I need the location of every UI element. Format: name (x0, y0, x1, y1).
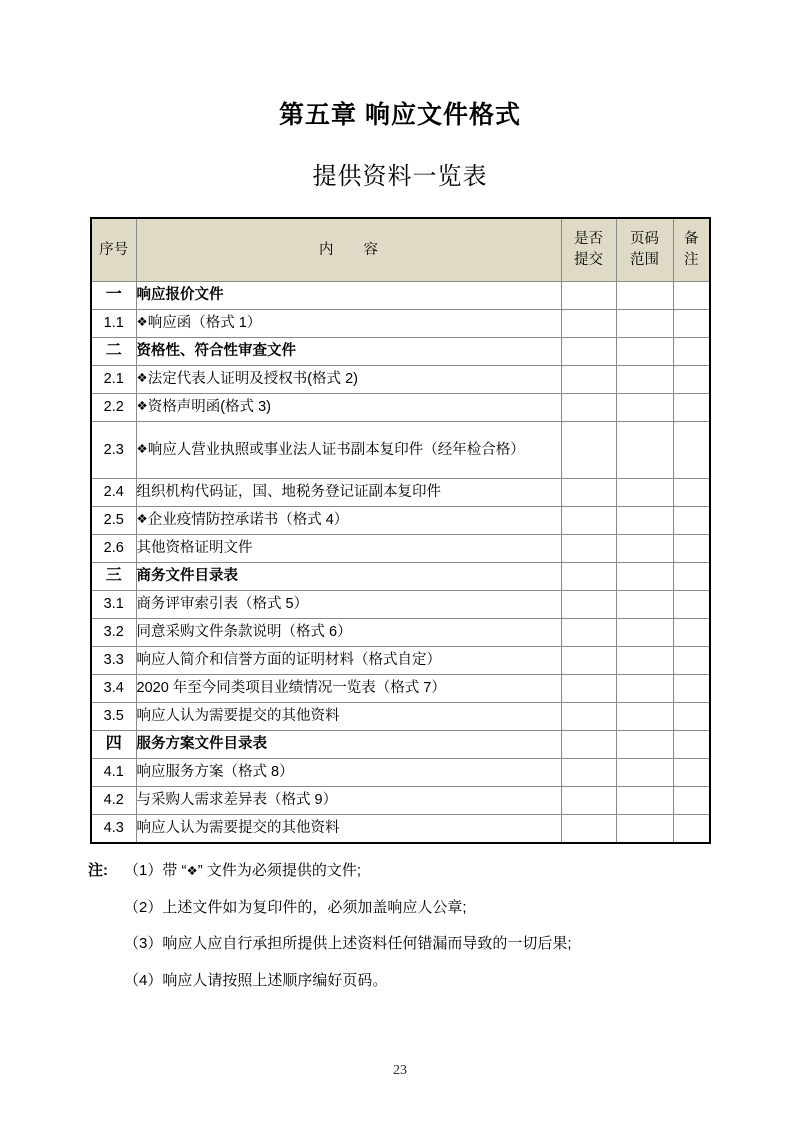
remark-cell[interactable] (673, 787, 710, 815)
note-text (124, 970, 728, 993)
page-range-cell[interactable] (616, 479, 673, 507)
table-row (91, 282, 710, 310)
required-marker-icon: ❖ (136, 314, 148, 330)
row-content-text: 与采购人需求差异表（格式 9） (136, 792, 338, 809)
note-text (124, 860, 728, 883)
row-content (136, 422, 561, 479)
submitted-cell[interactable] (561, 535, 616, 563)
row-number: 3.5 (91, 703, 136, 731)
page-range-cell[interactable] (616, 619, 673, 647)
table-row (91, 479, 710, 507)
row-content (136, 310, 561, 338)
row-number: 2.3 (91, 422, 136, 479)
column-header-no: 序号 (91, 218, 136, 282)
required-marker-icon: ❖ (136, 370, 148, 386)
row-section-label (136, 563, 561, 591)
table-row (91, 310, 710, 338)
row-content-text: 组织机构代码证，国、地税务登记证副本复印件 (136, 484, 441, 501)
table-row (91, 422, 710, 479)
row-content-text: 2020 年至今同类项目业绩情况一览表（格式 7） (136, 680, 446, 697)
row-content (136, 591, 561, 619)
remark-cell[interactable] (673, 591, 710, 619)
required-marker-icon: ❖ (136, 398, 148, 414)
table-header (91, 218, 710, 282)
row-content (136, 815, 561, 843)
remark-cell[interactable] (673, 310, 710, 338)
row-number: 4.3 (91, 815, 136, 843)
row-content-text: 服务方案文件目录表 (136, 736, 267, 753)
page-range-cell[interactable] (616, 310, 673, 338)
remark-cell[interactable] (673, 703, 710, 731)
page-range-cell[interactable] (616, 338, 673, 366)
note-item (88, 970, 728, 993)
row-content-text: 同意采购文件条款说明（格式 6） (136, 624, 352, 641)
table-row (91, 731, 710, 759)
row-content (136, 479, 561, 507)
submitted-cell[interactable] (561, 479, 616, 507)
remark-cell[interactable] (673, 422, 710, 479)
row-content-text: 响应人营业执照或事业法人证书副本复印件（经年检合格） (147, 441, 525, 458)
page-number: 23 (393, 1063, 407, 1078)
row-number: 3.1 (91, 591, 136, 619)
row-number: 3.3 (91, 647, 136, 675)
row-content-text: 法定代表人证明及授权书(格式 2) (147, 371, 358, 388)
table-row (91, 507, 710, 535)
submitted-cell[interactable] (561, 787, 616, 815)
column-header-content-right: 容 (363, 241, 378, 258)
page-range-cell[interactable] (616, 675, 673, 703)
page-range-cell[interactable] (616, 731, 673, 759)
submitted-cell[interactable] (561, 815, 616, 843)
submitted-cell[interactable] (561, 675, 616, 703)
remark-cell[interactable] (673, 815, 710, 843)
remark-cell[interactable] (673, 619, 710, 647)
column-header-page-range: 页码 范围 (616, 218, 673, 282)
note-text-suffix: ” 文件为必须提供的文件; (197, 862, 362, 879)
notes-block (88, 860, 728, 1006)
remark-cell[interactable] (673, 338, 710, 366)
submitted-cell[interactable] (561, 338, 616, 366)
table-row (91, 815, 710, 843)
table-row (91, 703, 710, 731)
row-content (136, 394, 561, 422)
table-row (91, 675, 710, 703)
row-content (136, 703, 561, 731)
remark-cell[interactable] (673, 731, 710, 759)
row-content-text: 响应函（格式 1） (147, 315, 262, 332)
row-number: 1.1 (91, 310, 136, 338)
page-range-cell[interactable] (616, 647, 673, 675)
row-number: 一 (91, 282, 136, 310)
table-row (91, 591, 710, 619)
note-text-prefix: （3）响应人应自行承担所提供上述资料任何错漏而导致的一切后果; (124, 935, 572, 952)
submitted-cell[interactable] (561, 759, 616, 787)
row-content (136, 535, 561, 563)
row-section-label (136, 282, 561, 310)
remark-cell[interactable] (673, 479, 710, 507)
page-range-cell[interactable] (616, 759, 673, 787)
row-number: 四 (91, 731, 136, 759)
table-row (91, 563, 710, 591)
column-header-content (136, 218, 561, 282)
note-text-prefix: （1）带 “ (124, 862, 187, 879)
remark-cell[interactable] (673, 759, 710, 787)
row-section-label (136, 338, 561, 366)
page-range-cell[interactable] (616, 422, 673, 479)
required-marker-icon: ❖ (136, 511, 148, 527)
row-content (136, 675, 561, 703)
row-number: 三 (91, 563, 136, 591)
row-number: 2.2 (91, 394, 136, 422)
row-content (136, 787, 561, 815)
row-content-text: 响应报价文件 (136, 287, 224, 304)
row-number: 4.2 (91, 787, 136, 815)
remark-cell[interactable] (673, 366, 710, 394)
note-text (124, 933, 728, 956)
remark-cell[interactable] (673, 675, 710, 703)
row-number: 2.1 (91, 366, 136, 394)
row-number: 3.4 (91, 675, 136, 703)
page-title: 第五章 响应文件格式 (279, 101, 521, 129)
table-row (91, 338, 710, 366)
remark-cell[interactable] (673, 647, 710, 675)
required-marker-icon: ❖ (136, 440, 148, 456)
table-row (91, 759, 710, 787)
page-range-cell[interactable] (616, 591, 673, 619)
submitted-cell[interactable] (561, 591, 616, 619)
table-row (91, 787, 710, 815)
row-number: 2.4 (91, 479, 136, 507)
note-item (88, 860, 728, 883)
submitted-cell[interactable] (561, 731, 616, 759)
page-range-cell[interactable] (616, 366, 673, 394)
table-row (91, 619, 710, 647)
page-range-cell[interactable] (616, 815, 673, 843)
remark-cell[interactable] (673, 563, 710, 591)
row-content (136, 619, 561, 647)
note-item (88, 897, 728, 920)
note-text-prefix: （4）响应人请按照上述顺序编好页码。 (124, 971, 388, 989)
table-row (91, 535, 710, 563)
row-content (136, 647, 561, 675)
table-header-row (91, 218, 710, 282)
table-row (91, 394, 710, 422)
column-header-submitted: 是否 提交 (561, 218, 616, 282)
page-subtitle: 提供资料一览表 (312, 163, 488, 190)
materials-checklist-table-wrap (90, 217, 711, 844)
row-content-text: 商务文件目录表 (136, 568, 238, 585)
row-content (136, 366, 561, 394)
row-content-text: 响应人认为需要提交的其他资料 (136, 820, 340, 837)
remark-cell[interactable] (673, 282, 710, 310)
page-range-cell[interactable] (616, 394, 673, 422)
row-content (136, 759, 561, 787)
row-content-text: 其他资格证明文件 (136, 540, 253, 557)
row-number: 4.1 (91, 759, 136, 787)
row-content-text: 响应人简介和信誉方面的证明材料（格式自定） (136, 652, 441, 669)
submitted-cell[interactable] (561, 366, 616, 394)
submitted-cell[interactable] (561, 310, 616, 338)
submitted-cell[interactable] (561, 703, 616, 731)
submitted-cell[interactable] (561, 422, 616, 479)
materials-checklist-table (90, 217, 711, 844)
submitted-cell[interactable] (561, 647, 616, 675)
table-row (91, 366, 710, 394)
row-number: 3.2 (91, 619, 136, 647)
submitted-cell[interactable] (561, 507, 616, 535)
row-content (136, 507, 561, 535)
submitted-cell[interactable] (561, 619, 616, 647)
submitted-cell[interactable] (561, 563, 616, 591)
row-content-text: 企业疫情防控承诺书（格式 4） (147, 512, 349, 529)
page-range-cell[interactable] (616, 703, 673, 731)
row-section-label (136, 731, 561, 759)
required-marker-icon: ❖ (186, 863, 198, 878)
row-content-text: 响应服务方案（格式 8） (136, 764, 294, 781)
row-content-text: 资格声明函(格式 3) (147, 399, 271, 416)
remark-cell[interactable] (673, 507, 710, 535)
row-content-text: 资格性、符合性审查文件 (136, 343, 296, 360)
column-header-content-left: 内 (319, 241, 334, 258)
table-body (91, 282, 710, 843)
page-range-cell[interactable] (616, 563, 673, 591)
page-range-cell[interactable] (616, 787, 673, 815)
note-text (124, 897, 728, 920)
row-number: 二 (91, 338, 136, 366)
submitted-cell[interactable] (561, 394, 616, 422)
page-range-cell[interactable] (616, 535, 673, 563)
row-content-text: 商务评审索引表（格式 5） (136, 596, 309, 613)
notes-label: 注: (88, 862, 108, 879)
row-content-text: 响应人认为需要提交的其他资料 (136, 708, 340, 725)
page-range-cell[interactable] (616, 282, 673, 310)
note-item (88, 933, 728, 956)
column-header-remark: 备 注 (673, 218, 710, 282)
remark-cell[interactable] (673, 535, 710, 563)
remark-cell[interactable] (673, 394, 710, 422)
table-row (91, 647, 710, 675)
row-number: 2.5 (91, 507, 136, 535)
submitted-cell[interactable] (561, 282, 616, 310)
note-text-prefix: （2）上述文件如为复印件的，必须加盖响应人公章; (124, 898, 467, 916)
row-number: 2.6 (91, 535, 136, 563)
page-range-cell[interactable] (616, 507, 673, 535)
